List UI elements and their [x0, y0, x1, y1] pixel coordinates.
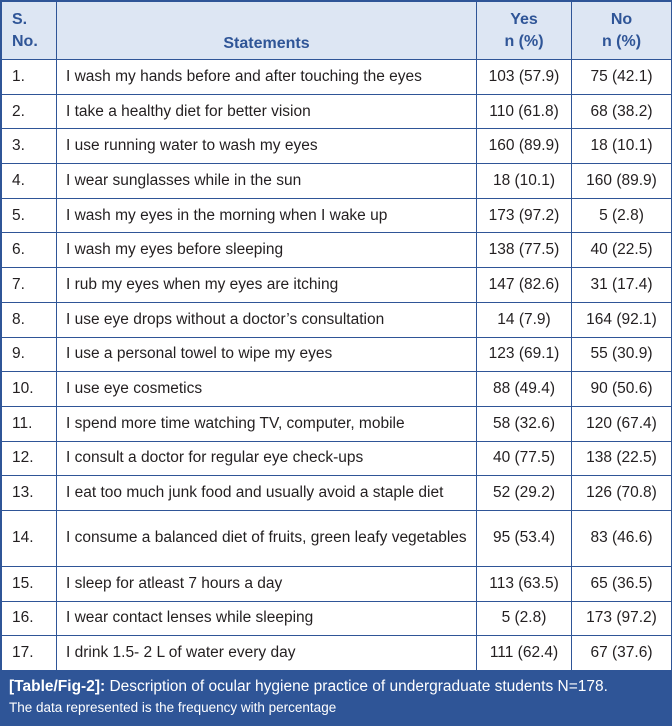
cell-sno: 9. — [2, 337, 57, 372]
cell-no: 5 (2.8) — [572, 198, 672, 233]
cell-yes: 110 (61.8) — [477, 94, 572, 129]
cell-no: 83 (46.6) — [572, 510, 672, 566]
table-row — [2, 566, 672, 601]
cell-sno: 13. — [2, 476, 57, 511]
cell-yes: 58 (32.6) — [477, 406, 572, 441]
cell-sno: 16. — [2, 601, 57, 636]
ocular-hygiene-table — [1, 1, 672, 671]
cell-sno: 15. — [2, 566, 57, 601]
cell-statement: I wash my hands before and after touching the eyes — [57, 60, 477, 95]
cell-no: 75 (42.1) — [572, 60, 672, 95]
cell-yes: 40 (77.5) — [477, 441, 572, 476]
cell-yes: 138 (77.5) — [477, 233, 572, 268]
header-yes — [477, 2, 572, 60]
cell-statement: I use eye drops without a doctor’s consultation — [57, 302, 477, 337]
cell-yes: 103 (57.9) — [477, 60, 572, 95]
cell-yes: 95 (53.4) — [477, 510, 572, 566]
cell-sno: 11. — [2, 406, 57, 441]
table-row — [2, 60, 672, 95]
cell-no: 138 (22.5) — [572, 441, 672, 476]
cell-no: 31 (17.4) — [572, 268, 672, 303]
cell-yes: 14 (7.9) — [477, 302, 572, 337]
table-row — [2, 372, 672, 407]
cell-no: 160 (89.9) — [572, 164, 672, 199]
cell-no: 173 (97.2) — [572, 601, 672, 636]
cell-statement: I consult a doctor for regular eye check-ups — [57, 441, 477, 476]
cell-sno: 1. — [2, 60, 57, 95]
cell-sno: 5. — [2, 198, 57, 233]
header-yes-line1: Yes — [510, 10, 538, 28]
cell-no: 55 (30.9) — [572, 337, 672, 372]
cell-yes: 113 (63.5) — [477, 566, 572, 601]
cell-statement: I sleep for atleast 7 hours a day — [57, 566, 477, 601]
table-row — [2, 406, 672, 441]
table-row — [2, 129, 672, 164]
header-no-line2: n (%) — [601, 32, 642, 50]
cell-statement: I wash my eyes before sleeping — [57, 233, 477, 268]
cell-statement: I spend more time watching TV, computer, mobile — [57, 406, 477, 441]
table-row — [2, 441, 672, 476]
cell-sno: 2. — [2, 94, 57, 129]
table-row — [2, 636, 672, 671]
table-caption — [1, 670, 671, 725]
cell-statement: I use a personal towel to wipe my eyes — [57, 337, 477, 372]
cell-yes: 52 (29.2) — [477, 476, 572, 511]
cell-no: 18 (10.1) — [572, 129, 672, 164]
cell-yes: 147 (82.6) — [477, 268, 572, 303]
cell-statement: I take a healthy diet for better vision — [57, 94, 477, 129]
cell-yes: 18 (10.1) — [477, 164, 572, 199]
cell-sno: 17. — [2, 636, 57, 671]
cell-sno: 6. — [2, 233, 57, 268]
caption-label: [Table/Fig-2]: — [9, 678, 106, 695]
caption-line — [9, 676, 663, 698]
table-row — [2, 510, 672, 566]
cell-statement: I wash my eyes in the morning when I wake up — [57, 198, 477, 233]
header-no-line1: No — [610, 10, 633, 28]
caption-text: Description of ocular hygiene practice of undergraduate students N=178. — [109, 678, 608, 695]
caption-note: The data represented is the frequency with percentage — [9, 700, 337, 715]
cell-sno: 8. — [2, 302, 57, 337]
cell-no: 120 (67.4) — [572, 406, 672, 441]
table-row — [2, 164, 672, 199]
table-row — [2, 94, 672, 129]
header-sno-line1: S. — [12, 10, 28, 28]
cell-statement: I use eye cosmetics — [57, 372, 477, 407]
table-header-row — [2, 2, 672, 60]
cell-sno: 12. — [2, 441, 57, 476]
header-statements: Statements — [57, 2, 477, 60]
cell-no: 164 (92.1) — [572, 302, 672, 337]
cell-sno: 7. — [2, 268, 57, 303]
cell-yes: 111 (62.4) — [477, 636, 572, 671]
header-sno-line2: No. — [12, 32, 38, 50]
cell-no: 126 (70.8) — [572, 476, 672, 511]
cell-statement: I wear sunglasses while in the sun — [57, 164, 477, 199]
table-row — [2, 233, 672, 268]
cell-yes: 160 (89.9) — [477, 129, 572, 164]
header-no — [572, 2, 672, 60]
cell-statement: I use running water to wash my eyes — [57, 129, 477, 164]
cell-no: 67 (37.6) — [572, 636, 672, 671]
table-row — [2, 337, 672, 372]
cell-sno: 3. — [2, 129, 57, 164]
cell-no: 68 (38.2) — [572, 94, 672, 129]
cell-yes: 173 (97.2) — [477, 198, 572, 233]
cell-yes: 88 (49.4) — [477, 372, 572, 407]
cell-yes: 123 (69.1) — [477, 337, 572, 372]
cell-statement: I drink 1.5- 2 L of water every day — [57, 636, 477, 671]
cell-no: 65 (36.5) — [572, 566, 672, 601]
header-sno — [2, 2, 57, 60]
cell-statement: I rub my eyes when my eyes are itching — [57, 268, 477, 303]
cell-statement: I wear contact lenses while sleeping — [57, 601, 477, 636]
cell-statement: I consume a balanced diet of fruits, green leafy vegetables — [57, 510, 477, 566]
cell-sno: 4. — [2, 164, 57, 199]
table-row — [2, 198, 672, 233]
cell-sno: 10. — [2, 372, 57, 407]
table-row — [2, 302, 672, 337]
cell-no: 90 (50.6) — [572, 372, 672, 407]
cell-yes: 5 (2.8) — [477, 601, 572, 636]
table-row — [2, 601, 672, 636]
cell-sno: 14. — [2, 510, 57, 566]
table-row — [2, 268, 672, 303]
table-row — [2, 476, 672, 511]
cell-no: 40 (22.5) — [572, 233, 672, 268]
header-yes-line2: n (%) — [504, 32, 544, 50]
cell-statement: I eat too much junk food and usually avoid a staple diet — [57, 476, 477, 511]
